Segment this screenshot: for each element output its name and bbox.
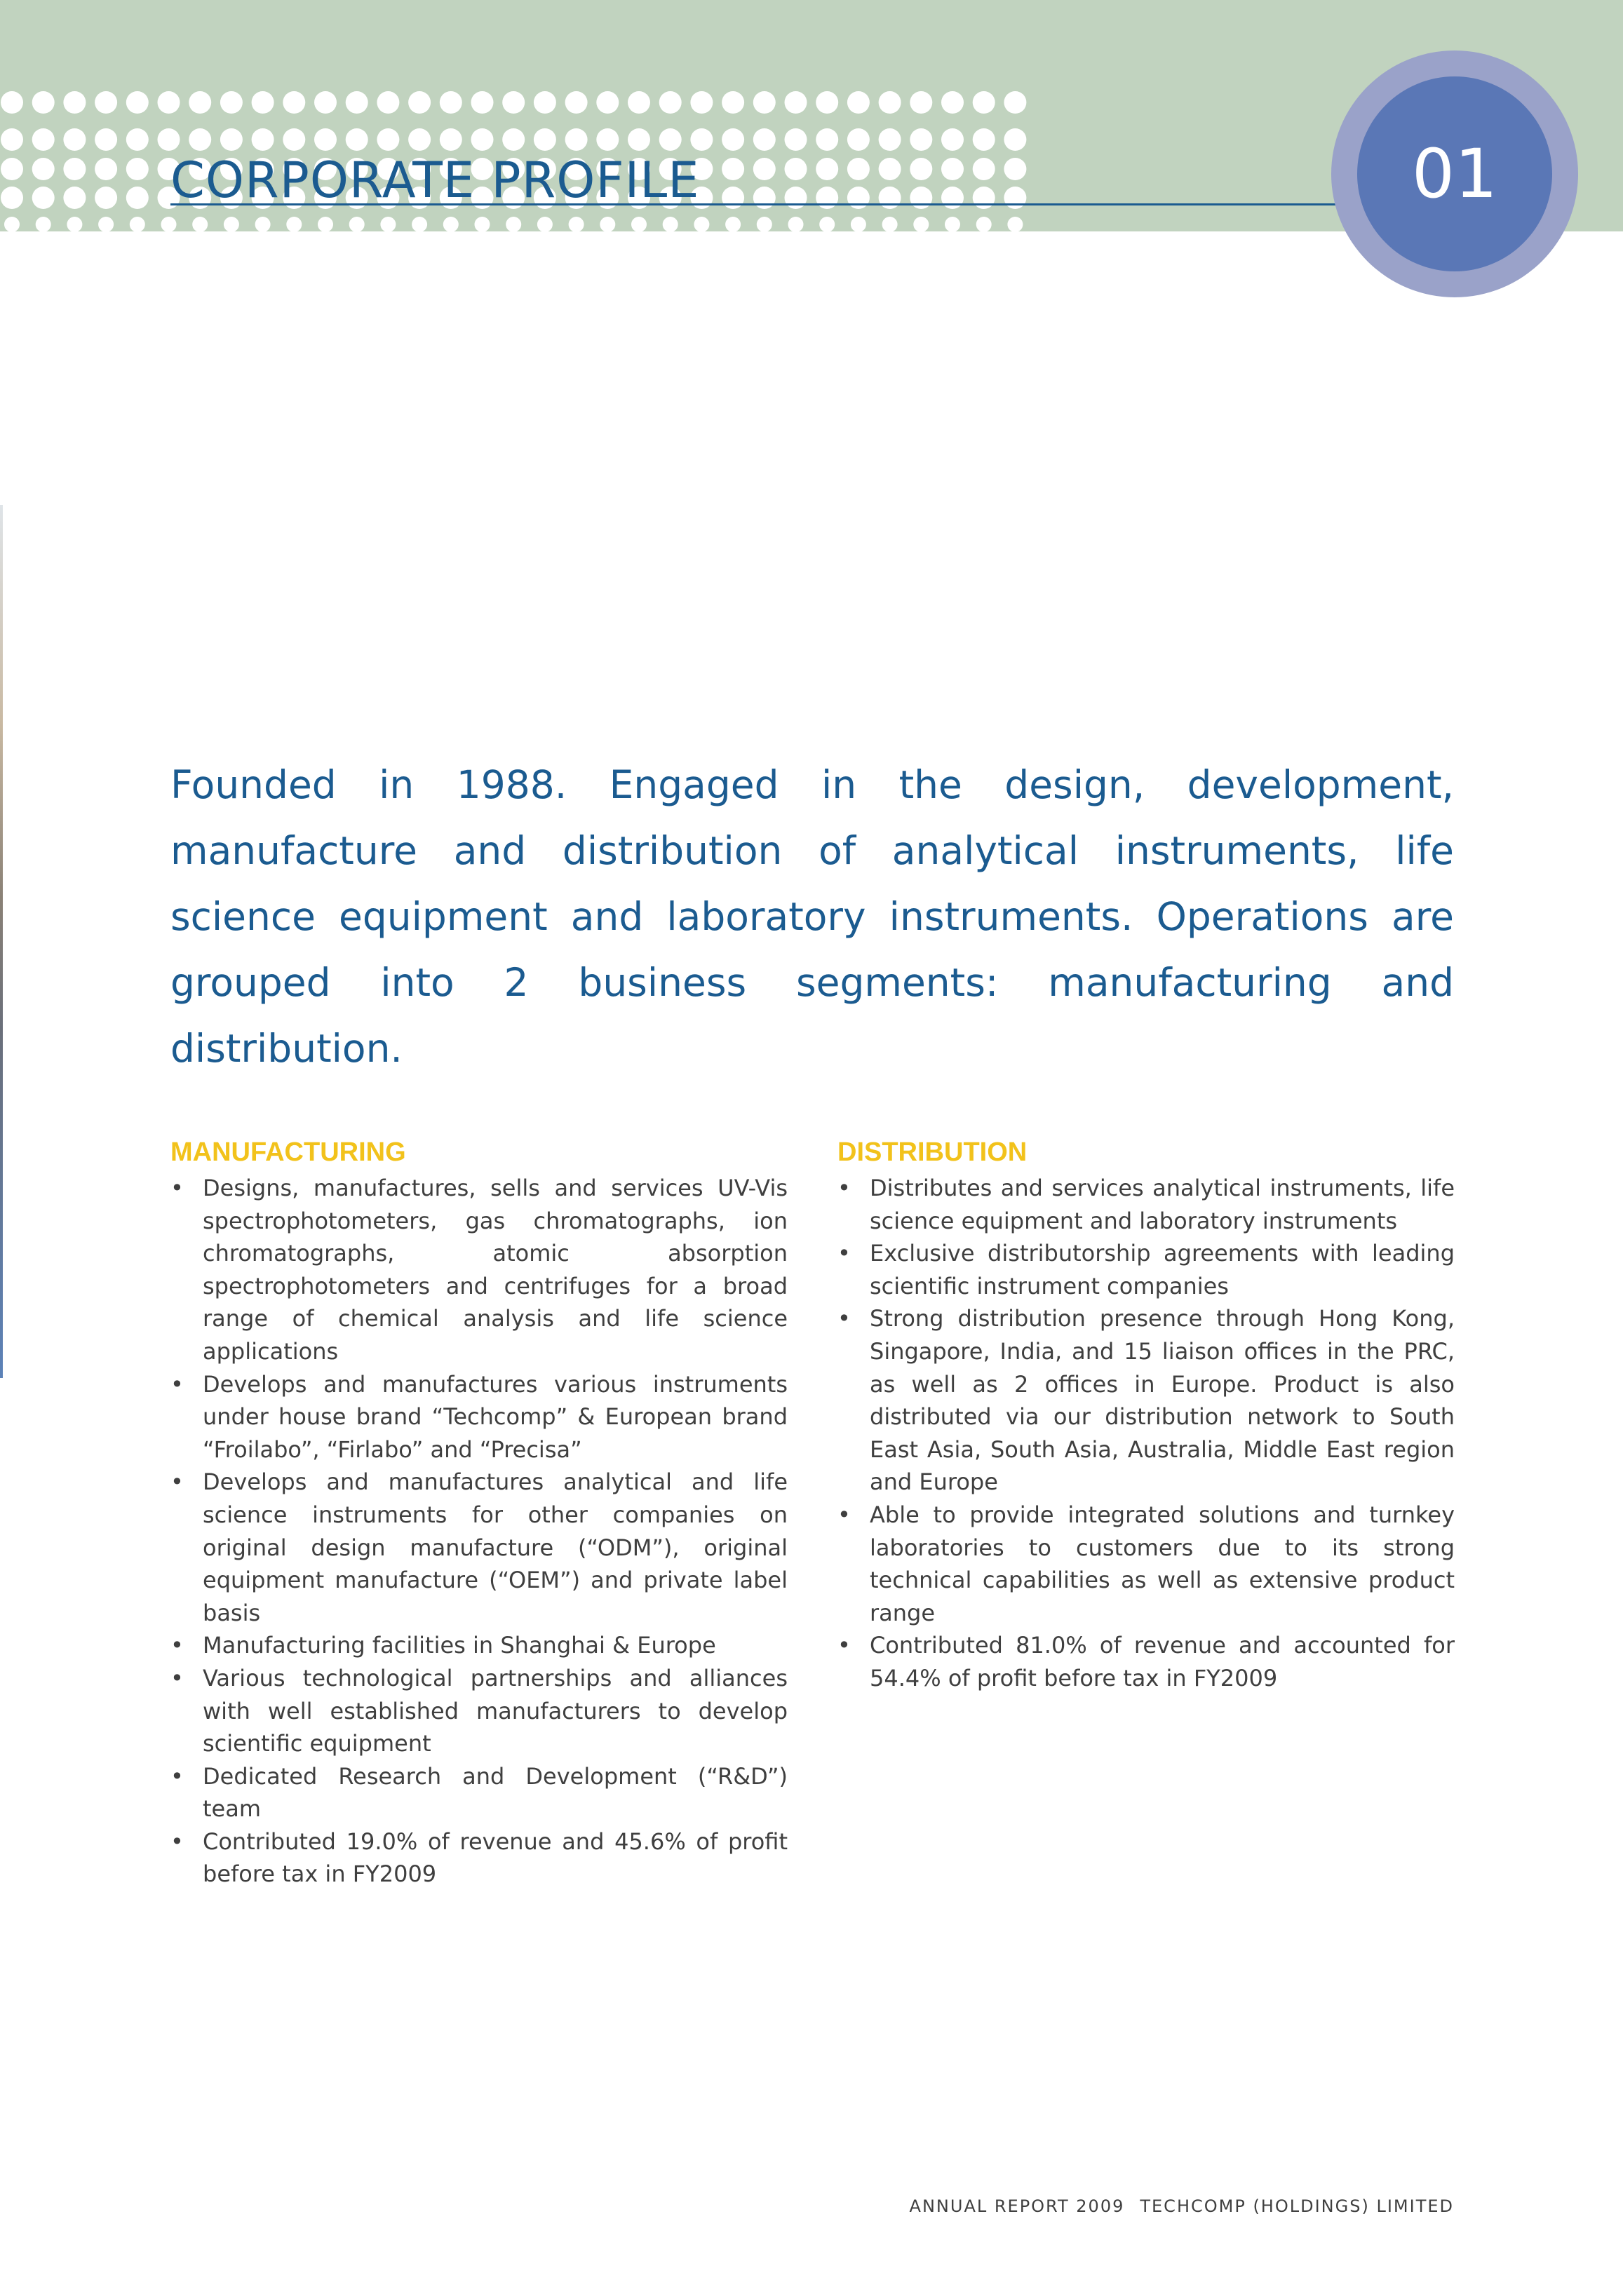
bullet-icon: •	[837, 1305, 851, 1332]
decor-dot	[346, 128, 368, 151]
decor-dot	[252, 91, 274, 114]
bullet-icon: •	[170, 1468, 184, 1496]
decor-dot	[471, 91, 494, 114]
decor-dot	[161, 217, 177, 232]
decor-dot	[475, 217, 490, 232]
decor-dot	[973, 158, 995, 180]
decor-dot	[98, 217, 114, 232]
manufacturing-list-item	[170, 1172, 788, 1368]
decor-dot	[910, 91, 932, 114]
decor-dot	[816, 187, 838, 209]
decor-dot	[757, 217, 772, 232]
decor-dot	[941, 187, 964, 209]
decor-dot	[816, 91, 838, 114]
bullet-icon: •	[837, 1175, 851, 1201]
distribution-list-item	[837, 1499, 1455, 1629]
decor-dot	[879, 91, 901, 114]
decor-dot	[502, 91, 525, 114]
decor-dot	[1004, 91, 1026, 114]
decor-dot	[189, 128, 211, 151]
section-number: 01	[1411, 135, 1498, 213]
decor-dot	[32, 158, 55, 180]
manufacturing-list-item	[170, 1466, 788, 1629]
bullet-icon: •	[170, 1762, 184, 1790]
distribution-list-item	[837, 1172, 1455, 1237]
decor-dot	[158, 91, 180, 114]
page-title: CORPORATE PROFILE	[170, 151, 700, 209]
decor-dot	[690, 91, 713, 114]
manufacturing-list	[170, 1172, 788, 1891]
distribution-item-text: Exclusive distributorship agreements with leading scientific instrument companies	[870, 1240, 1455, 1299]
decor-dot	[785, 187, 807, 209]
decor-dot	[785, 128, 807, 151]
decor-dot	[534, 91, 556, 114]
decor-dot	[879, 158, 901, 180]
manufacturing-list-item	[170, 1629, 788, 1662]
distribution-list-item	[837, 1237, 1455, 1302]
decor-dot	[725, 217, 741, 232]
decor-dot	[785, 91, 807, 114]
bullet-icon: •	[170, 1664, 184, 1691]
decor-dot	[377, 91, 399, 114]
decor-dot	[36, 217, 51, 232]
decor-dot	[471, 128, 494, 151]
decor-dot	[910, 187, 932, 209]
decor-dot	[220, 128, 243, 151]
bullet-icon: •	[170, 1632, 184, 1659]
decor-dot	[220, 91, 243, 114]
decor-dot	[663, 217, 678, 232]
decor-dot	[346, 91, 368, 114]
decor-dot	[659, 128, 682, 151]
decor-dot	[847, 91, 870, 114]
decor-dot	[252, 128, 274, 151]
bullet-icon: •	[170, 1370, 184, 1398]
decor-dot	[941, 91, 964, 114]
decor-dot	[1, 187, 23, 209]
decor-dot	[882, 217, 898, 232]
decor-dot	[283, 91, 305, 114]
distribution-column	[837, 1135, 1455, 1695]
distribution-item-text: Able to provide integrated solutions and turnkey laboratories to customers due to its strong technical capabilities as well as extensive product range	[870, 1501, 1455, 1626]
decor-dot	[130, 217, 145, 232]
decor-dot	[126, 158, 149, 180]
manufacturing-item-text: Develops and manufactures analytical and life science instruments for other companies on original design manufacture (“ODM”), original equipment manufacture (“OEM”) and private label basis	[203, 1468, 788, 1626]
decor-dot	[440, 128, 462, 151]
decor-dot	[1, 91, 23, 114]
decor-dot	[690, 128, 713, 151]
decor-dot	[910, 158, 932, 180]
decor-dot	[534, 128, 556, 151]
decor-dot	[600, 217, 615, 232]
manufacturing-item-text: Various technological partnerships and alliances with well established manufacturers to develop scientific equipment	[203, 1664, 788, 1757]
decor-dot	[318, 217, 333, 232]
decor-dot	[879, 187, 901, 209]
decor-dot	[32, 187, 55, 209]
decor-dot	[596, 128, 619, 151]
decor-dot	[941, 158, 964, 180]
manufacturing-list-item	[170, 1368, 788, 1466]
decor-dot	[565, 128, 588, 151]
decor-dot	[596, 91, 619, 114]
decor-dot	[189, 91, 211, 114]
decor-dot	[945, 217, 960, 232]
decor-dot	[910, 128, 932, 151]
manufacturing-list-item	[170, 1662, 788, 1760]
decor-dot	[67, 217, 82, 232]
decor-dot	[941, 128, 964, 151]
decor-dot	[1004, 158, 1026, 180]
manufacturing-column	[170, 1135, 788, 1891]
bullet-icon: •	[170, 1175, 184, 1201]
decor-dot	[973, 91, 995, 114]
distribution-item-text: Distributes and services analytical instruments, life science equipment and laboratory instruments	[870, 1175, 1455, 1234]
decor-dot	[32, 128, 55, 151]
decor-dot	[1, 128, 23, 151]
decor-dot	[628, 128, 650, 151]
manufacturing-item-text: Designs, manufactures, sells and services UV-Vis spectrophotometers, gas chromatographs, ion chromatographs, atomic absorption spectrophotometers and centrifuges for a broad range of chemical analysis and life science applications	[203, 1175, 788, 1365]
decor-dot	[95, 187, 117, 209]
distribution-list	[837, 1172, 1455, 1695]
decor-dot	[785, 158, 807, 180]
decor-dot	[314, 128, 337, 151]
distribution-item-text: Strong distribution presence through Hong Kong, Singapore, India, and 15 liaison offices in the PRC, as well as 2 offices in Europe. Product is also distributed via our distribution network to South East Asia, South Asia, Australia, Middle East region and Europe	[870, 1305, 1455, 1496]
bullet-icon: •	[170, 1828, 184, 1855]
decor-dot	[722, 158, 744, 180]
decor-dot	[95, 158, 117, 180]
distribution-list-item	[837, 1629, 1455, 1694]
decor-dot	[565, 91, 588, 114]
decor-dot	[722, 187, 744, 209]
decor-dot	[408, 91, 431, 114]
decor-dot	[851, 217, 866, 232]
decor-dot	[847, 158, 870, 180]
distribution-item-text: Contributed 81.0% of revenue and accounted for 54.4% of profit before tax in FY2009	[870, 1632, 1455, 1691]
decor-dot	[847, 187, 870, 209]
decor-dot	[95, 128, 117, 151]
decor-dot	[126, 91, 149, 114]
decor-dot	[722, 91, 744, 114]
decor-dot	[63, 128, 86, 151]
decor-dot	[879, 128, 901, 151]
intro-paragraph: Founded in 1988. Engaged in the design, development, manufacture and distribution of analytical instruments, life science equipment and laboratory instruments. Operations are grouped into 2 business segments: manufacturing and distribution.	[170, 762, 1454, 1071]
manufacturing-list-item	[170, 1760, 788, 1825]
bullet-icon: •	[837, 1632, 851, 1659]
manufacturing-list-item	[170, 1825, 788, 1891]
decor-dot	[255, 217, 271, 232]
decor-dot	[631, 217, 647, 232]
decor-dot	[537, 217, 553, 232]
decor-dot	[412, 217, 427, 232]
decor-dot	[95, 91, 117, 114]
manufacturing-heading: MANUFACTURING	[170, 1137, 406, 1167]
page-footer	[910, 2196, 1454, 2216]
decor-dot	[224, 217, 239, 232]
manufacturing-item-text: Dedicated Research and Development (“R&D”) team	[203, 1762, 788, 1823]
decor-dot	[753, 158, 776, 180]
decor-dot	[192, 217, 208, 232]
decor-dot	[753, 187, 776, 209]
decor-dot	[126, 187, 149, 209]
decor-dot	[913, 217, 929, 232]
manufacturing-item-text: Develops and manufactures various instruments under house brand “Techcomp” & European brand “Froilabo”, “Firlabo” and “Precisa”	[203, 1370, 788, 1463]
decor-dot	[1, 158, 23, 180]
decor-dot	[408, 128, 431, 151]
decor-dot	[506, 217, 521, 232]
left-edge-strip	[0, 505, 3, 1378]
decor-dot	[694, 217, 709, 232]
manufacturing-item-text: Manufacturing facilities in Shanghai & Europe	[203, 1632, 716, 1659]
decor-dot	[314, 91, 337, 114]
bullet-icon: •	[837, 1240, 851, 1267]
decor-dot	[819, 217, 835, 232]
decor-dot	[126, 128, 149, 151]
decor-dot	[158, 128, 180, 151]
decor-dot	[32, 91, 55, 114]
decor-dot	[788, 217, 804, 232]
decor-dot	[847, 128, 870, 151]
distribution-list-item	[837, 1302, 1455, 1499]
decor-dot	[283, 128, 305, 151]
decor-dot	[753, 91, 776, 114]
decor-dot	[4, 217, 20, 232]
decor-dot	[63, 158, 86, 180]
bullet-icon: •	[837, 1501, 851, 1528]
decor-dot	[973, 187, 995, 209]
decor-dot	[377, 128, 399, 151]
decor-dot	[63, 91, 86, 114]
manufacturing-item-text: Contributed 19.0% of revenue and 45.6% of profit before tax in FY2009	[203, 1828, 788, 1888]
decor-dot	[349, 217, 365, 232]
decor-dot	[502, 128, 525, 151]
decor-dot	[816, 158, 838, 180]
decor-dot	[973, 128, 995, 151]
footer-report-label: ANNUAL REPORT 2009	[909, 2196, 1125, 2216]
decor-dot	[63, 187, 86, 209]
decor-dot	[976, 217, 992, 232]
decor-dot	[443, 217, 459, 232]
decor-dot	[1004, 187, 1026, 209]
footer-company: TECHCOMP (HOLDINGS) LIMITED	[1140, 2196, 1454, 2216]
decor-dot	[440, 91, 462, 114]
decor-dot	[1004, 128, 1026, 151]
decor-dot	[286, 217, 302, 232]
decor-dot	[1007, 217, 1023, 232]
decor-dot	[722, 128, 744, 151]
decor-dot	[628, 91, 650, 114]
distribution-heading: DISTRIBUTION	[837, 1137, 1028, 1167]
decor-dot	[569, 217, 584, 232]
decor-dot	[816, 128, 838, 151]
section-badge	[1357, 76, 1552, 271]
decor-dot	[659, 91, 682, 114]
decor-dot	[753, 128, 776, 151]
decor-dot	[380, 217, 396, 232]
